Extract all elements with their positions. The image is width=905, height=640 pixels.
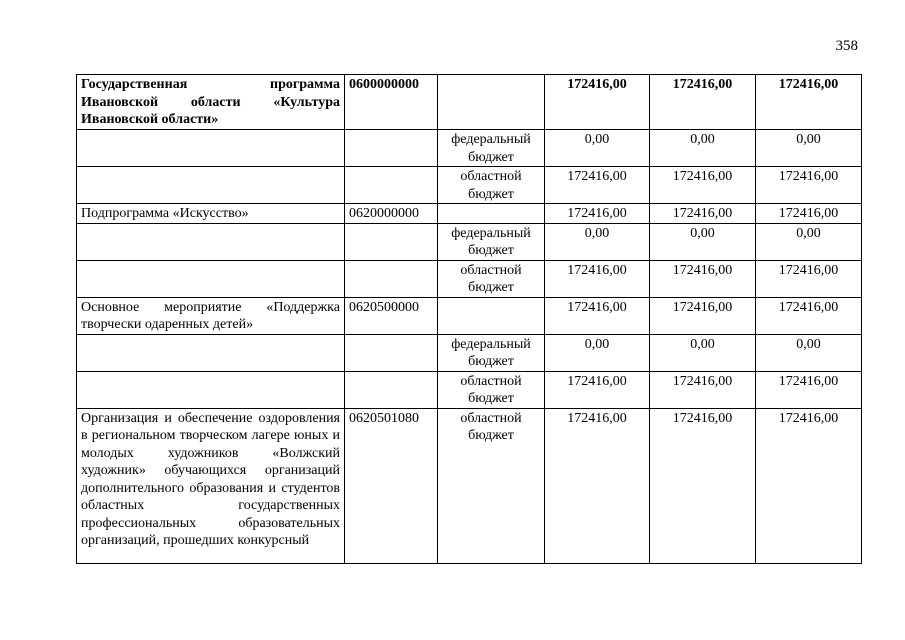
row-value-2: 172416,00 (650, 260, 756, 297)
row-code (345, 223, 438, 260)
row-value-3: 172416,00 (756, 167, 862, 204)
row-value-1: 172416,00 (545, 204, 650, 224)
row-value-1: 0,00 (545, 130, 650, 167)
table-row (77, 297, 862, 334)
row-value-3: 172416,00 (756, 297, 862, 334)
row-source (438, 297, 545, 334)
row-name: Основное мероприятие «Поддержка творчески одаренных детей» (77, 297, 345, 334)
table-row (77, 408, 862, 563)
row-name (77, 334, 345, 371)
row-value-3: 172416,00 (756, 75, 862, 130)
row-value-2: 172416,00 (650, 408, 756, 563)
budget-table (76, 74, 862, 564)
row-source (438, 75, 545, 130)
row-value-3: 172416,00 (756, 371, 862, 408)
row-code: 0620000000 (345, 204, 438, 224)
row-code (345, 130, 438, 167)
row-value-2: 0,00 (650, 334, 756, 371)
row-source: областной бюджет (438, 260, 545, 297)
row-source: федеральный бюджет (438, 223, 545, 260)
row-value-1: 172416,00 (545, 260, 650, 297)
row-name: Государственная программа Ивановской области «Культура Ивановской области» (77, 75, 345, 130)
table-row (77, 130, 862, 167)
table-row (77, 260, 862, 297)
row-value-1: 172416,00 (545, 167, 650, 204)
row-source: федеральный бюджет (438, 130, 545, 167)
row-code: 0620500000 (345, 297, 438, 334)
row-source (438, 204, 545, 224)
row-code: 0600000000 (345, 75, 438, 130)
row-value-2: 172416,00 (650, 371, 756, 408)
row-name (77, 223, 345, 260)
row-value-2: 172416,00 (650, 75, 756, 130)
table-row (77, 167, 862, 204)
table-row (77, 371, 862, 408)
row-value-3: 172416,00 (756, 260, 862, 297)
row-name: Подпрограмма «Искусство» (77, 204, 345, 224)
row-value-2: 172416,00 (650, 297, 756, 334)
row-name (77, 371, 345, 408)
row-value-3: 172416,00 (756, 204, 862, 224)
table-row (77, 334, 862, 371)
row-source: областной бюджет (438, 167, 545, 204)
row-value-3: 172416,00 (756, 408, 862, 563)
row-value-1: 0,00 (545, 334, 650, 371)
row-code (345, 334, 438, 371)
table-row (77, 223, 862, 260)
row-code (345, 371, 438, 408)
row-value-2: 172416,00 (650, 204, 756, 224)
row-code: 0620501080 (345, 408, 438, 563)
row-source: федеральный бюджет (438, 334, 545, 371)
row-value-1: 172416,00 (545, 75, 650, 130)
row-source: областной бюджет (438, 371, 545, 408)
row-value-1: 172416,00 (545, 297, 650, 334)
row-value-2: 172416,00 (650, 167, 756, 204)
row-value-3: 0,00 (756, 223, 862, 260)
row-name: Организация и обеспечение оздоровления в региональном творческом лагере юных и молодых художников «Волжский художник» обучающихся организаций дополнительного образования и студентов областных государственных профессиональных образовательных организаций, прошедших конкурсный (77, 408, 345, 563)
table-row (77, 75, 862, 130)
row-source: областной бюджет (438, 408, 545, 563)
page-number: 358 (835, 38, 858, 54)
row-name (77, 260, 345, 297)
row-name (77, 130, 345, 167)
row-value-3: 0,00 (756, 130, 862, 167)
table-row (77, 204, 862, 224)
row-value-1: 0,00 (545, 223, 650, 260)
row-value-2: 0,00 (650, 223, 756, 260)
row-value-2: 0,00 (650, 130, 756, 167)
row-value-1: 172416,00 (545, 408, 650, 563)
row-code (345, 167, 438, 204)
row-code (345, 260, 438, 297)
row-value-3: 0,00 (756, 334, 862, 371)
row-name (77, 167, 345, 204)
row-value-1: 172416,00 (545, 371, 650, 408)
